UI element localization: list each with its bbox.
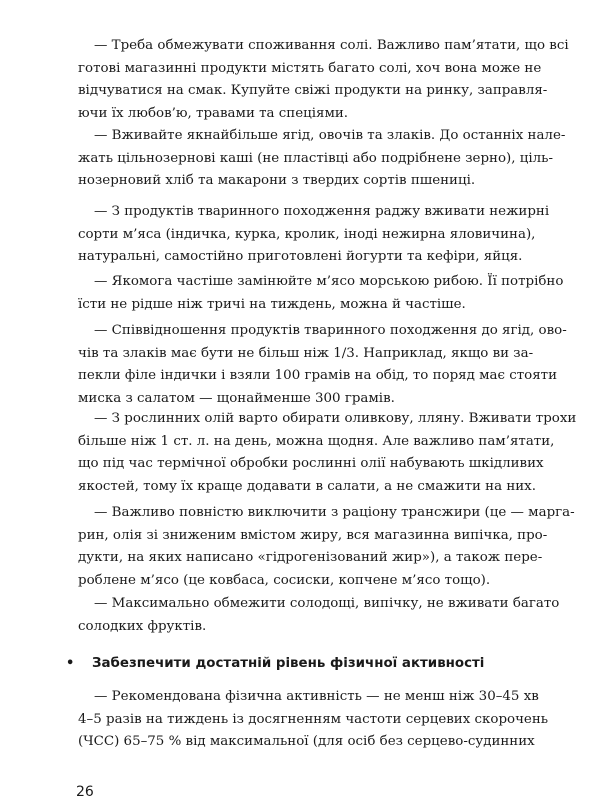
text-line: чів та злаків має бути не більш ніж 1/3. Наприклад, якщо ви за- — [78, 345, 534, 361]
paragraph-ratio — [78, 320, 567, 410]
text-line: — Якомога частіше замінюйте м’ясо морською рибою. Її потрібно — [94, 274, 564, 289]
paragraph-oils — [78, 408, 577, 498]
text-line: жать цільнозернові каші (не пластівці або подрібнене зерно), ціль- — [78, 150, 553, 166]
text-line: (ЧСС) 65–75 % від максимальної (для осіб без серцево-судинних — [78, 734, 535, 750]
section-heading — [66, 653, 528, 675]
text-line: — З рослинних олій варто обирати оливкову, лляну. Вживати трохи — [94, 411, 577, 426]
paragraph-physical-activity — [78, 686, 549, 754]
text-line: роблене м’ясо (це ковбаса, сосиски, копчене м’ясо тощо). — [78, 572, 491, 588]
bullet-icon: • — [66, 656, 75, 671]
text-line: що під час термічної обробки рослинні олії набувають шкідливих — [78, 456, 544, 472]
paragraph-salt — [78, 35, 569, 125]
text-line: їсти не рідше ніж тричі на тиждень, можна й частіше. — [78, 296, 466, 312]
text-line: — Вживайте якнайбільше ягід, овочів та злаків. До останніх нале- — [94, 128, 566, 143]
text-line: солодких фруктів. — [78, 618, 207, 634]
section-heading-text: Забезпечити достатній рівень фізичної активності — [92, 656, 485, 671]
text-line: — Максимально обмежити солодощі, випічку, не вживати багато — [94, 596, 560, 611]
text-line: сорти м’яса (індичка, курка, кролик, іноді нежирна яловичина), — [78, 226, 536, 242]
paragraph-berries-vegetables — [78, 125, 566, 193]
text-line: нозерновий хліб та макарони з твердих сортів пшениці. — [78, 173, 476, 189]
page-number: 26 — [76, 784, 94, 800]
text-line: рин, олія зі зниженим вмістом жиру, вся магазинна випічка, про- — [78, 527, 548, 543]
text-line: 4–5 разів на тиждень із досягненням частоти серцевих скорочень — [78, 711, 549, 727]
text-line: — Важливо повністю виключити з раціону трансжири (це — марга- — [94, 505, 575, 520]
paragraph-sweets — [78, 593, 560, 638]
text-line: дукти, на яких написано «гідрогенізований жир»), а також пере- — [78, 550, 543, 566]
text-line: натуральні, самостійно приготовлені йогурти та кефіри, яйця. — [78, 249, 523, 265]
text-line: — З продуктів тваринного походження раджу вживати нежирні — [94, 204, 550, 219]
text-line: — Співвідношення продуктів тваринного походження до ягід, ово- — [94, 323, 567, 338]
paragraph-animal-products — [78, 201, 550, 269]
text-line: готові магазинні продукти містять багато солі, хоч вона може не — [78, 60, 542, 76]
paragraph-trans-fats — [78, 502, 575, 592]
text-line: — Треба обмежувати споживання солі. Важливо пам’ятати, що всі — [94, 38, 569, 53]
text-line: миска з салатом — щонайменше 300 грамів. — [78, 390, 395, 406]
text-line: — Рекомендована фізична активність — не менш ніж 30–45 хв — [94, 689, 539, 704]
text-line: пекли філе індички і взяли 100 грамів на обід, то поряд має стояти — [78, 368, 558, 384]
paragraph-fish — [78, 271, 564, 316]
text-line: більше ніж 1 ст. л. на день, можна щодня. Але важливо пам’ятати, — [78, 433, 555, 449]
text-line: відчуватися на смак. Купуйте свіжі продукти на ринку, заправля- — [78, 83, 548, 99]
text-line: якостей, тому їх краще додавати в салати, а не смажити на них. — [78, 478, 536, 494]
text-line: ючи їх любов’ю, травами та спеціями. — [78, 105, 349, 121]
